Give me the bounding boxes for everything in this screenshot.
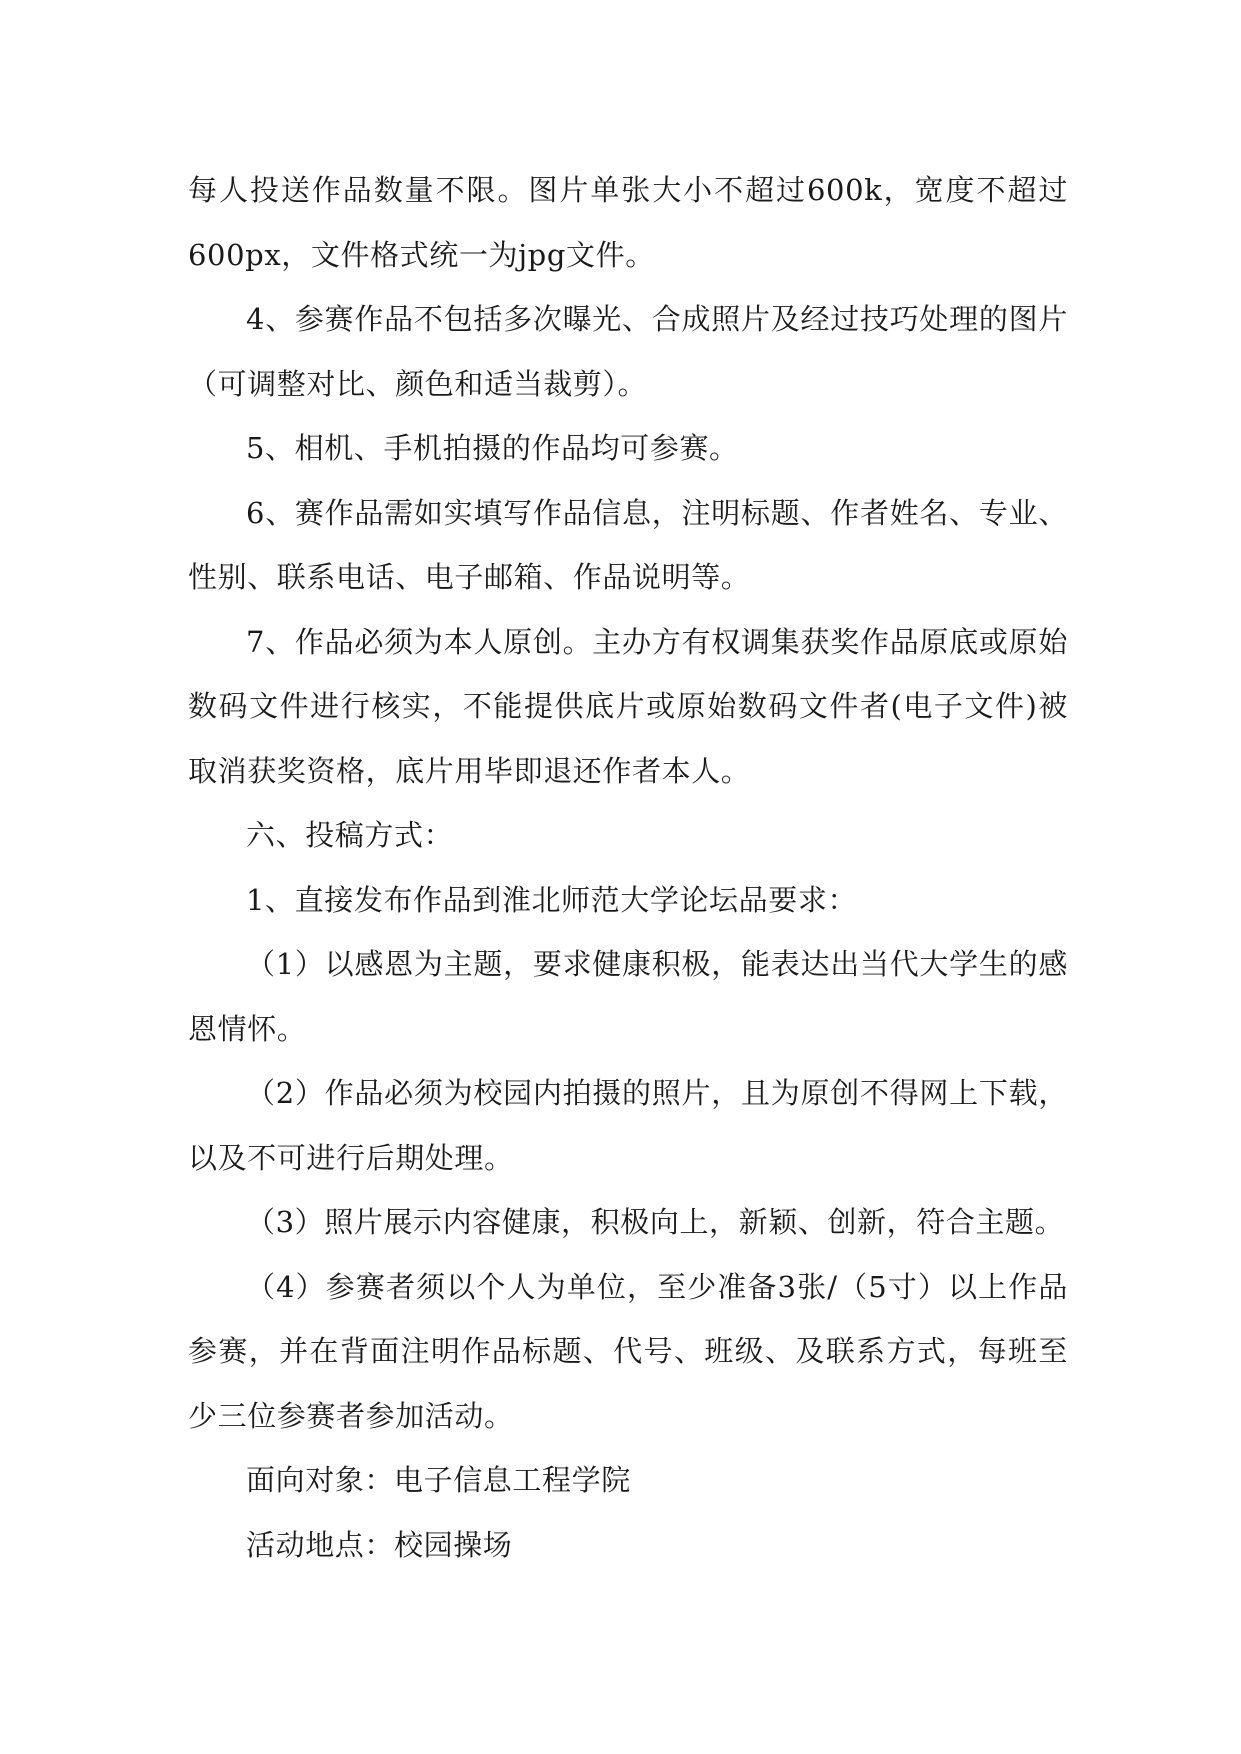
paragraph-item-5: 5、相机、手机拍摄的作品均可参赛。 (246, 431, 739, 465)
paragraph-submission-1: 1、直接发布作品到淮北师范大学论坛品要求： (246, 882, 858, 917)
paragraph-requirement-2: （2）作品必须为校园内拍摄的照片，且为原创不得网上下载，以及不可进行后期处理。 (188, 1076, 1068, 1175)
paragraph-item-6: 6、赛作品需如实填写作品信息，注明标题、作者姓名、专业、性别、联系电话、电子邮箱、作品说明等。 (188, 495, 1068, 594)
document-body (188, 158, 1068, 1577)
paragraph-target-audience: 面向对象：电子信息工程学院 (246, 1463, 631, 1497)
paragraph-requirement-3: （3）照片展示内容健康，积极向上，新颖、创新，符合主题。 (246, 1205, 1065, 1239)
paragraph-item-7: 7、作品必须为本人原创。主办方有权调集获奖作品原底或原始数码文件进行核实，不能提供底片或原始数码文件者(电子文件)被取消获奖资格，底片用毕即退还作者本人。 (188, 624, 1068, 788)
section-heading-submission: 六、投稿方式： (246, 818, 454, 852)
paragraph-venue: 活动地点：校园操场 (246, 1527, 513, 1562)
paragraph-item-4: 4、参赛作品不包括多次曝光、合成照片及经过技巧处理的图片（可调整对比、颜色和适当裁剪）。 (188, 302, 1068, 401)
paragraph-requirement-1: （1）以感恩为主题，要求健康积极，能表达出当代大学生的感恩情怀。 (188, 947, 1068, 1046)
paragraph-requirement-4: （4）参赛者须以个人为单位，至少准备3张/（5寸）以上作品参赛，并在背面注明作品标题、代号、班级、及联系方式，每班至少三位参赛者参加活动。 (188, 1269, 1068, 1433)
paragraph-continued: 每人投送作品数量不限。图片单张大小不超过600k，宽度不超过600px，文件格式统一为jpg文件。 (188, 173, 1068, 272)
